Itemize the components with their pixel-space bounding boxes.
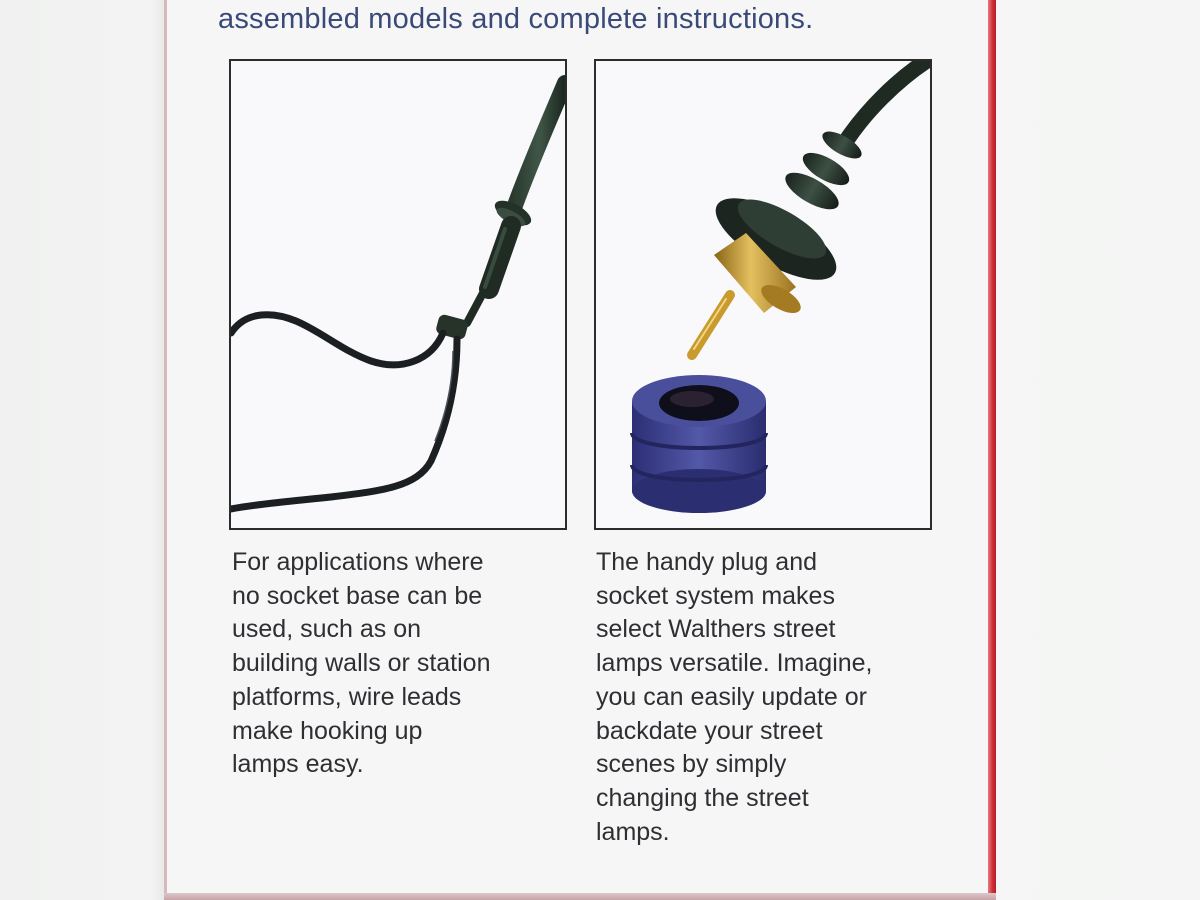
plug-socket-image — [594, 59, 932, 530]
box-bottom-edge — [164, 893, 996, 900]
plug-socket-caption: The handy plug and socket system makes select Walthers street lamps versatile. Imagine, you can easily update or backdate your street scenes by simply changing the street lamps. — [596, 548, 873, 846]
wire-leads-caption: For applications where no socket base can be used, such as on building walls or station platforms, wire leads make hooking up lamps easy. — [232, 548, 491, 779]
wire-leads-image — [229, 59, 567, 530]
plug-socket-illustration — [596, 61, 930, 528]
box-red-edge — [988, 0, 996, 895]
header-text: assembled models and complete instructions. — [218, 3, 814, 35]
wire-leads-illustration — [231, 61, 565, 528]
